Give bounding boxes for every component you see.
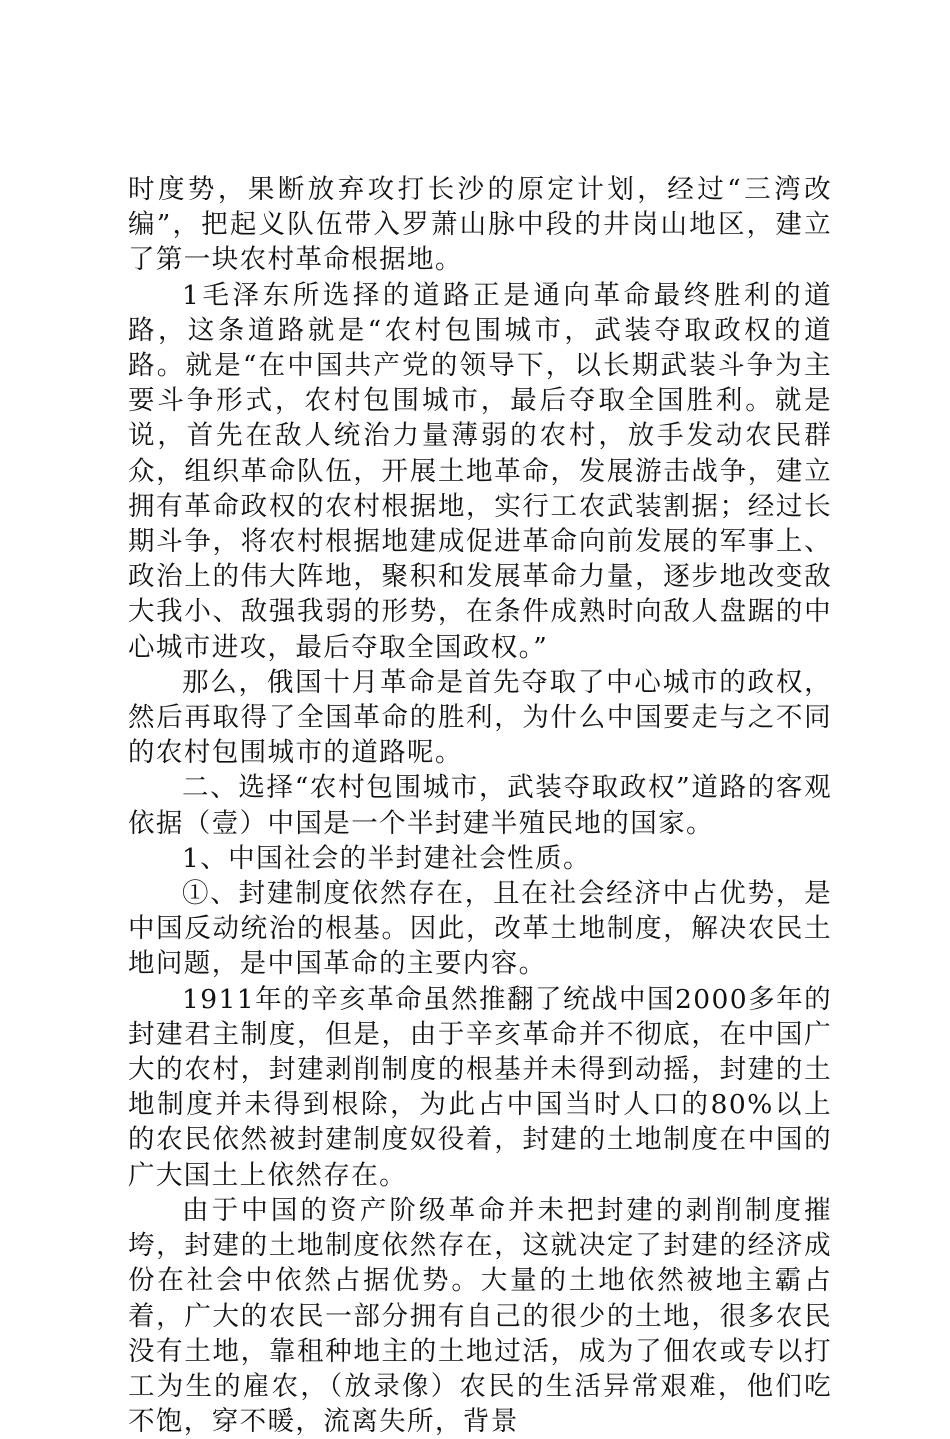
subsection-heading: 1、中国社会的半封建社会性质。 [182, 842, 591, 874]
paragraph: ①、封建制度依然存在，且在社会经济中占优势，是中国反动统治的根基。因此，改革土地制度，解决农民土地问题，是中国革命的主要内容。 [128, 878, 832, 980]
paragraph: 1911年的辛亥革命虽然推翻了统战中国2000多年的封建君主制度，但是，由于辛亥革命并不彻底，在中国广大的农村，封建剥削制度的根基并未得到动摇，封建的土地制度并未得到根除，为此占中国当时人口的80%以上的农民依然被封建制度奴役着，封建的土地制度在中国的广大国土上依然存在。 [128, 983, 832, 1191]
paragraph: 1毛泽东所选择的道路正是通向革命最终胜利的道路，这条道路就是“农村包围城市，武装夺取政权的道路。就是“在中国共产党的领导下，以长期武装斗争为主要斗争形式，农村包围城市，最后夺取全国胜利。就是说，首先在敌人统治力量薄弱的农村，放手发动农民群众，组织革命队伍，开展土地革命，发展游击战争，建立拥有革命政权的农村根据地，实行工农武装割据；经过长期斗争，将农村根据地建成促进革命向前发展的军事上、政治上的伟大阵地，聚积和发展革命力量，逐步地改变敌大我小、敌强我弱的形势，在条件成熟时向敌人盘踞的中心城市进攻，最后夺取全国政权。” [128, 279, 832, 663]
paragraph: 时度势，果断放弃攻打长沙的原定计划，经过“三湾改编”，把起义队伍带入罗萧山脉中段的井岗山地区，建立了第一块农村革命根据地。 [128, 174, 832, 276]
paragraph: 那么，俄国十月革命是首先夺取了中心城市的政权，然后再取得了全国革命的胜利，为什么中国要走与之不同的农村包围城市的道路呢。 [128, 666, 832, 769]
document-body [128, 172, 832, 1439]
paragraph: 由于中国的资产阶级革命并未把封建的剥削制度摧垮，封建的土地制度依然存在，这就决定了封建的经济成份在社会中依然占据优势。大量的土地依然被地主霸占着，广大的农民一部分拥有自己的很少的土地，很多农民没有土地，靠租种地主的土地过活，成为了佃农或专以打工为生的雇农，（放录像）农民的生活异常艰难，他们吃不饱，穿不暖，流离失所，背景 [128, 1194, 832, 1438]
section-heading: 二、选择“农村包围城市，武装夺取政权”道路的客观依据（壹）中国是一个半封建半殖民地的国家。 [128, 772, 832, 839]
